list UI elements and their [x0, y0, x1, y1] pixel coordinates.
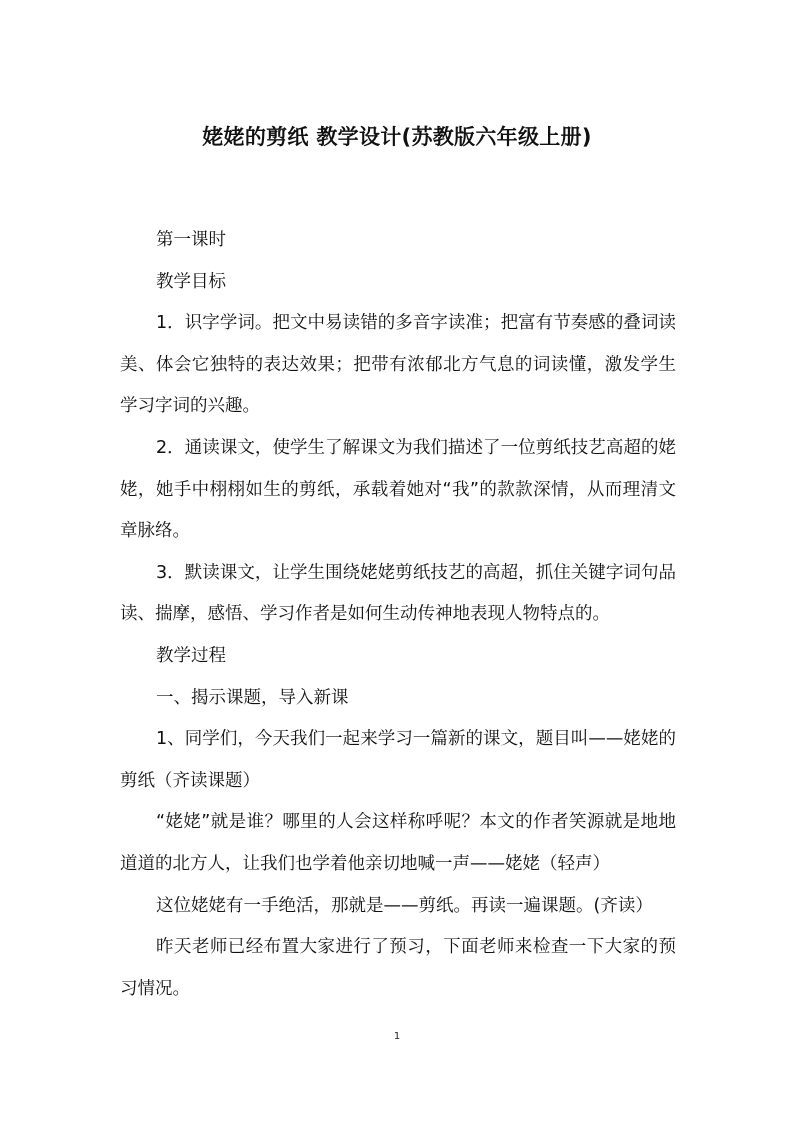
paragraph-goal-1: 1．识字学词。把文中易读错的多音字读准；把富有节奏感的叠词读美、体会它独特的表达效果；把带有浓郁北方气息的词读懂，激发学生学习字词的兴趣。: [120, 313, 676, 417]
document-title: 姥姥的剪纸 教学设计(苏教版六年级上册): [202, 125, 592, 149]
paragraph-teaching-goals-heading: 教学目标: [156, 271, 226, 292]
paragraph-section-1-heading: 一、揭示课题，导入新课: [156, 687, 349, 708]
document-body: [120, 220, 676, 1010]
page-number: 1: [393, 1031, 401, 1042]
paragraph-step-1: 1、同学们，今天我们一起来学习一篇新的课文，题目叫——姥姥的剪纸（齐读课题）: [120, 729, 676, 791]
paragraph-paper-cutting: 这位姥姥有一手绝活，那就是——剪纸。再读一遍课题。(齐读）: [156, 895, 653, 916]
paragraph-who-is-laolao: “姥姥”就是谁？哪里的人会这样称呼呢？本文的作者笑源就是地地道道的北方人，让我们也学着他亲切地喊一声——姥姥（轻声）: [120, 812, 676, 874]
paragraph-goal-2: 2．通读课文，使学生了解课文为我们描述了一位剪纸技艺高超的姥姥，她手中栩栩如生的剪纸，承载着她对“我”的款款深情，从而理清文章脉络。: [120, 437, 676, 542]
paragraph-lesson-period: 第一课时: [156, 230, 226, 250]
paragraph-goal-3: 3．默读课文，让学生围绕姥姥剪纸技艺的高超，抓住关键字词句品读、揣摩，感悟、学习作者是如何生动传神地表现人物特点的。: [120, 562, 676, 625]
paragraph-preview-check: 昨天老师已经布置大家进行了预习，下面老师来检查一下大家的预习情况。: [120, 937, 676, 999]
paragraph-teaching-process-heading: 教学过程: [156, 645, 226, 666]
